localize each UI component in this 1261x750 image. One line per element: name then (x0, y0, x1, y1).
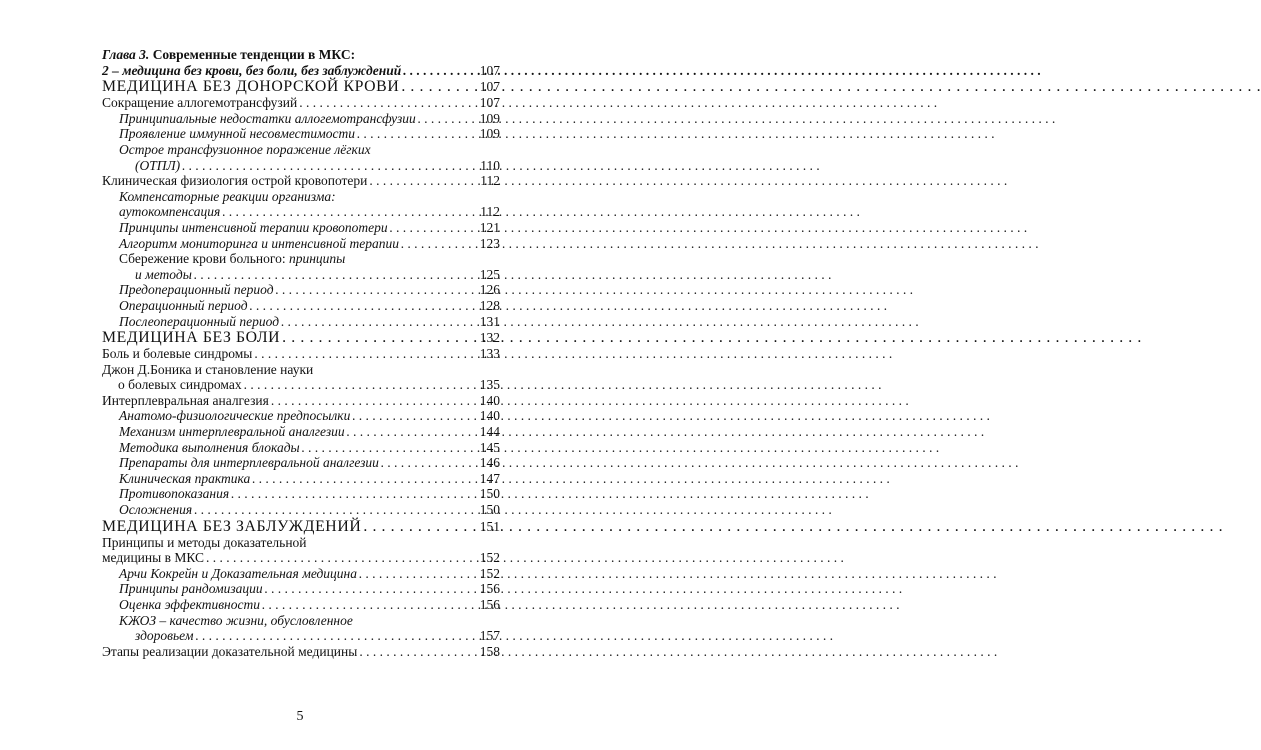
toc-page-number: 151 (479, 518, 500, 534)
toc-leader-dots (222, 204, 478, 220)
toc-entry[interactable] (102, 455, 500, 471)
chapter-title (102, 47, 500, 63)
toc-entry[interactable] (102, 408, 500, 424)
toc-entry-line[interactable] (102, 251, 500, 267)
toc-page-number: 107 (479, 79, 500, 95)
page-number: 5 (296, 709, 304, 724)
toc-entry-text: Операционный период (119, 297, 248, 313)
toc-leader-dots (403, 63, 478, 79)
toc-leader-dots (271, 393, 478, 409)
toc-entry[interactable] (102, 440, 500, 456)
toc-entry-line[interactable]: Компенсаторные реакции организма: (119, 188, 336, 204)
toc-page-number: 125 (479, 266, 500, 282)
toc-entry-text: Оценка эффективности (119, 597, 260, 612)
toc-leader-dots (418, 111, 478, 127)
toc-page-number: 107 (479, 95, 500, 111)
toc-entry-text: Клиническая практика (119, 470, 251, 486)
toc-leader-dots (231, 486, 478, 502)
toc-entry-text: Арчи Кокрейн и Доказательная медицина (119, 565, 358, 581)
toc-entry-text: Интерплевральная аналгезия (102, 392, 269, 408)
toc-entry[interactable] (102, 550, 500, 566)
toc-entry-text: (ОТПЛ) (135, 157, 181, 173)
toc-leader-dots (195, 628, 477, 644)
toc-entry-text: Принципы рандомизации (119, 581, 263, 597)
toc-entry-text: Механизм интерплевральной аналгезии (119, 424, 345, 440)
toc-leader-dots (254, 346, 477, 362)
toc-entry[interactable] (102, 597, 500, 613)
toc-leader-dots (250, 298, 478, 314)
toc-section-no-pain[interactable] (102, 329, 500, 346)
toc-leader-dots (282, 329, 478, 346)
toc-entry-text: Сокращение аллогемотрансфузий (102, 95, 298, 111)
toc-entry[interactable] (102, 377, 500, 393)
toc-leader-dots (244, 377, 478, 393)
chapter-heading: Современные тенденции в МКС: (152, 47, 356, 62)
toc-entry[interactable] (102, 126, 500, 142)
toc-entry[interactable] (102, 298, 500, 314)
toc-leader-dots (194, 267, 478, 283)
toc-page-number: 150 (479, 502, 500, 518)
toc-section-no-delusions[interactable] (102, 518, 500, 535)
toc-page-number: 132 (479, 330, 500, 346)
toc-leader-dots (347, 424, 478, 440)
toc-page-number: 109 (479, 110, 500, 126)
toc-page-number: 123 (479, 235, 500, 251)
toc-entry-text: Принципиальные недостатки аллогемотрансфузии (119, 110, 416, 126)
toc-entry-text: МЕДИЦИНА БЕЗ ЗАБЛУЖДЕНИЙ (102, 517, 362, 535)
toc-entry-text: Послеоперационный период (119, 313, 280, 329)
toc-leader-dots (299, 95, 478, 111)
toc-entry-text: медицины в МКС (102, 550, 204, 566)
toc-entry-text: Боль и болевые синдромы (102, 346, 253, 362)
toc-page-number: 156 (479, 597, 500, 612)
toc-entry[interactable] (102, 486, 500, 502)
toc-entry-text: аутокомпенсация (119, 204, 221, 220)
toc-leader-dots (262, 597, 478, 613)
toc-leader-dots (363, 518, 477, 535)
toc-entry-text: Алгоритм мониторинга и интенсивной терапии (119, 235, 399, 251)
toc-entry[interactable] (102, 424, 500, 440)
toc-page-number: 147 (479, 470, 500, 486)
toc-page-number: 145 (479, 439, 500, 455)
toc-page-number: 150 (479, 486, 500, 502)
toc-entry[interactable] (102, 95, 500, 111)
toc-leader-dots (352, 408, 477, 424)
toc-page-number: 157 (479, 628, 500, 644)
toc-entry[interactable] (102, 628, 500, 644)
toc-entry-text: Принципы интенсивной терапии кровопотери (119, 219, 388, 235)
toc-page-number: 107 (479, 62, 500, 78)
toc-leader-dots (359, 566, 478, 582)
toc-page-number: 109 (479, 126, 500, 142)
toc-entry-text: Сбережение крови больного: (119, 251, 289, 267)
toc-leader-dots (182, 158, 478, 174)
toc-leader-dots (401, 236, 478, 252)
toc-leader-dots (206, 550, 478, 566)
toc-entry-text: Этапы реализации доказательной медицины (102, 643, 358, 659)
toc-entry[interactable] (102, 566, 500, 582)
toc-leader-dots (276, 282, 478, 298)
toc-entry-text: здоровьем (135, 628, 194, 644)
toc-entry-text: Методика выполнения блокады (119, 439, 300, 455)
toc-entry[interactable] (102, 346, 500, 362)
toc-page-number: 135 (479, 377, 500, 393)
toc-entry[interactable] (102, 158, 500, 174)
toc-entry[interactable] (102, 471, 500, 487)
toc-entry-line[interactable]: КЖОЗ – качество жизни, обусловленное (119, 612, 353, 628)
toc-leader-dots (357, 126, 478, 142)
toc-entry-text: Клиническая физиология острой кровопотери (102, 173, 368, 189)
toc-entry-line[interactable]: Джон Д.Боника и становление науки (102, 361, 314, 377)
toc-entry-text: Анатомо-физиологические предпосылки (119, 408, 351, 424)
toc-entry[interactable] (102, 236, 500, 252)
toc-leader-dots (369, 173, 478, 189)
toc-entry-chapter-subtitle[interactable] (102, 63, 500, 79)
toc-entry-text: МЕДИЦИНА БЕЗ БОЛИ (102, 329, 281, 347)
toc-page-number: 144 (479, 424, 500, 440)
toc-entry[interactable] (102, 393, 500, 409)
toc-leader-dots (381, 455, 478, 471)
toc-entry[interactable] (102, 581, 500, 597)
toc-page-number: 128 (479, 297, 500, 313)
toc-page-number: 152 (479, 550, 500, 566)
toc-entry-text: Препараты для интерплевральной аналгезии (119, 455, 379, 471)
toc-entry[interactable] (102, 282, 500, 298)
toc-leader-dots (302, 440, 478, 456)
toc-page-number: 146 (479, 455, 500, 471)
toc-entry-text: МЕДИЦИНА БЕЗ ДОНОРСКОЙ КРОВИ (102, 78, 400, 96)
toc-entry[interactable] (102, 173, 500, 189)
toc-entry[interactable] (102, 267, 500, 283)
toc-page-number: 156 (479, 581, 500, 597)
toc-entry-line[interactable]: Острое трансфузионное поражение лёгких (119, 141, 371, 157)
toc-page-number: 112 (480, 204, 500, 220)
toc-leader-dots (194, 502, 478, 518)
toc-entry[interactable] (102, 220, 500, 236)
toc-page-number: 121 (479, 219, 500, 235)
toc-page-number: 133 (479, 346, 500, 362)
toc-entry-text: о болевых синдромах (118, 377, 242, 393)
toc-page-number: 126 (479, 282, 500, 298)
toc-entry[interactable] (102, 502, 500, 518)
chapter-label: Глава 3. (102, 47, 150, 62)
toc-page-number: 110 (480, 157, 500, 173)
toc-leader-dots (401, 78, 477, 95)
toc-leader-dots (252, 471, 477, 487)
toc-entry-text: Осложнения (119, 502, 193, 518)
toc-page-number: 140 (479, 392, 500, 408)
toc-leader-dots (390, 220, 478, 236)
toc-entry[interactable] (102, 204, 500, 220)
toc-entry-text: Противопоказания (119, 486, 230, 502)
toc-entry[interactable] (102, 644, 500, 660)
toc-entry-text: Проявление иммунной несовместимости (119, 126, 356, 142)
toc-page-number: 112 (480, 173, 500, 189)
toc-entry-text: и методы (135, 266, 192, 282)
toc-entry-text-italic: принципы (288, 251, 346, 267)
toc-page-number: 140 (479, 408, 500, 424)
toc-leader-dots (265, 581, 478, 597)
toc-entry[interactable] (102, 314, 500, 330)
toc-leader-dots (359, 644, 477, 660)
table-of-contents (102, 47, 500, 659)
toc-leader-dots (281, 314, 478, 330)
toc-page-number: 152 (479, 565, 500, 581)
toc-entry-text: 2 – медицина без крови, без боли, без заблуждений (102, 62, 402, 78)
toc-section-no-donor-blood[interactable] (102, 78, 500, 95)
toc-page-number: 131 (479, 313, 500, 329)
toc-page-number: 158 (479, 643, 500, 659)
toc-entry[interactable] (102, 111, 500, 127)
toc-entry-line[interactable]: Принципы и методы доказательной (102, 534, 307, 550)
toc-entry-text: Предоперационный период (119, 282, 274, 298)
